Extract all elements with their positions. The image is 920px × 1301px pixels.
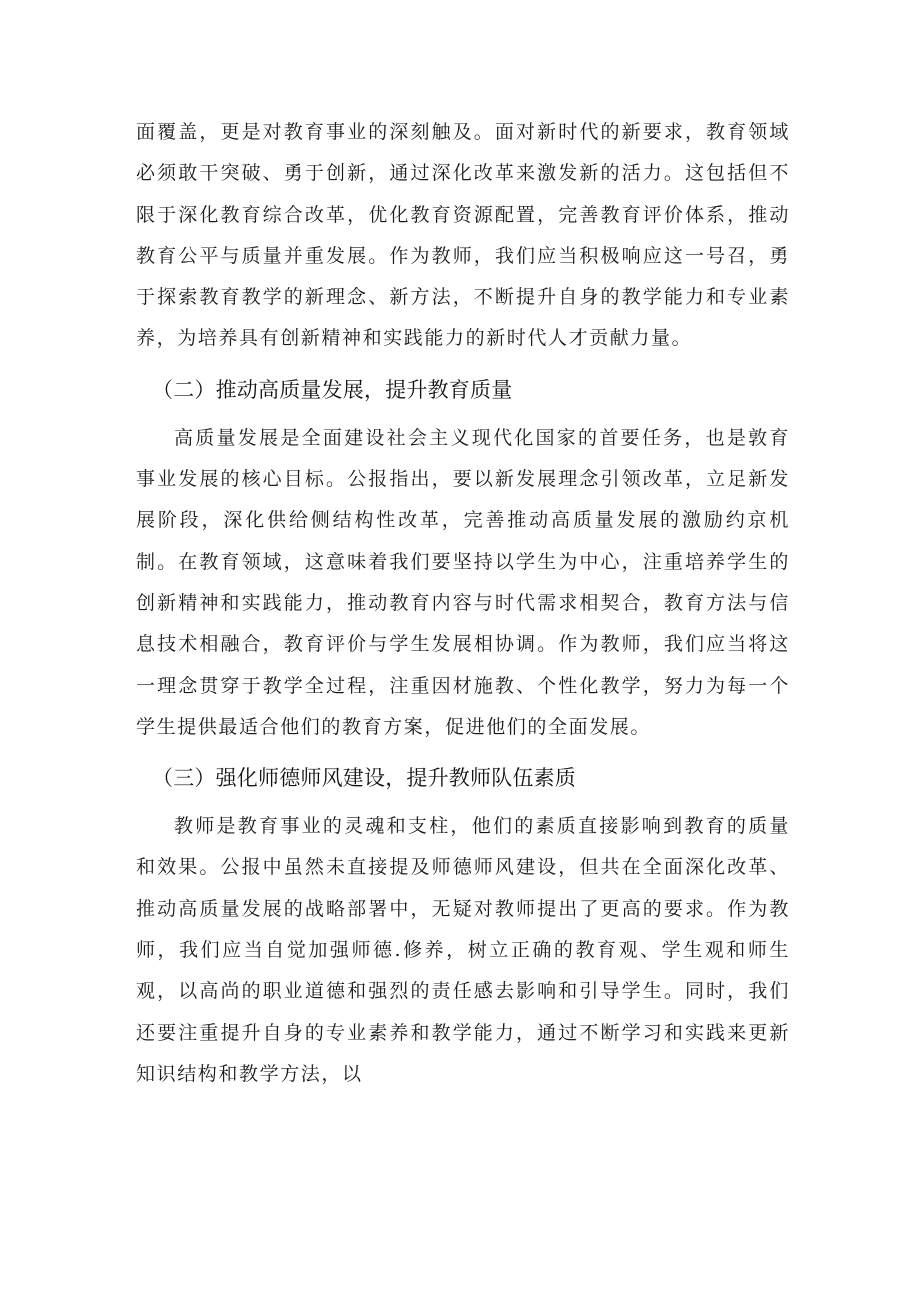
paragraph-continued: 面覆盖，更是对教育事业的深刻触及。面对新时代的新要求，教育领域必须敢干突破、勇于创新，通过深化改革来激发新的活力。这包括但不限于深化教育综合改革，优化教育资源配置，完善教育评价体系，推动教育公平与质量并重发展。作为教师，我们应当积极响应这一号召，勇于探索教育教学的新理念、新方法，不断提升自身的教学能力和专业素养，为培养具有创新精神和实践能力的新时代人才贡献力量。 — [136, 121, 790, 350]
paragraph-section-3: 教师是教育事业的灵魂和支柱，他们的素质直接影响到教育的质量和效果。公报中虽然未直接提及师德师风建设，但共在全面深化改革、推动高质量发展的战略部署中，无疑对教师提出了更高的要求。作为教师，我们应当自觉加强师德.修养，树立正确的教育观、学生观和师生观，以高尚的职业道德和强烈的责任感去影响和引导学生。同时，我们还要注重提升自身的专业素养和教学能力，通过不断学习和实践来更新知识结构和教学方法，以 — [136, 815, 790, 1085]
section-heading-2: （二）推动高质量发展，提升教育质量 — [152, 377, 513, 402]
paragraph-section-2: 高质量发展是全面建设社会主义现代化国家的首要任务，也是敦育事业发展的核心目标。公报指出，要以新发展理念引领改革，立足新发展阶段，深化供给侧结构性改革，完善推动高质量发展的激励约京机制。在教育领域，这意味着我们要坚持以学生为中心，注重培养学生的创新精神和实践能力，推动教育内容与时代需求相契合，教育方法与信息技术相融合，教育评价与学生发展相协调。作为教师，我们应当将这一理念贯穿于教学全过程，注重因材施教、个性化教学，努力为每一个学生提供最适合他们的教育方案，促进他们的全面发展。 — [136, 426, 790, 738]
section-heading-3: （三）强化师德师风建设，提升教师队伍素质 — [152, 766, 576, 791]
